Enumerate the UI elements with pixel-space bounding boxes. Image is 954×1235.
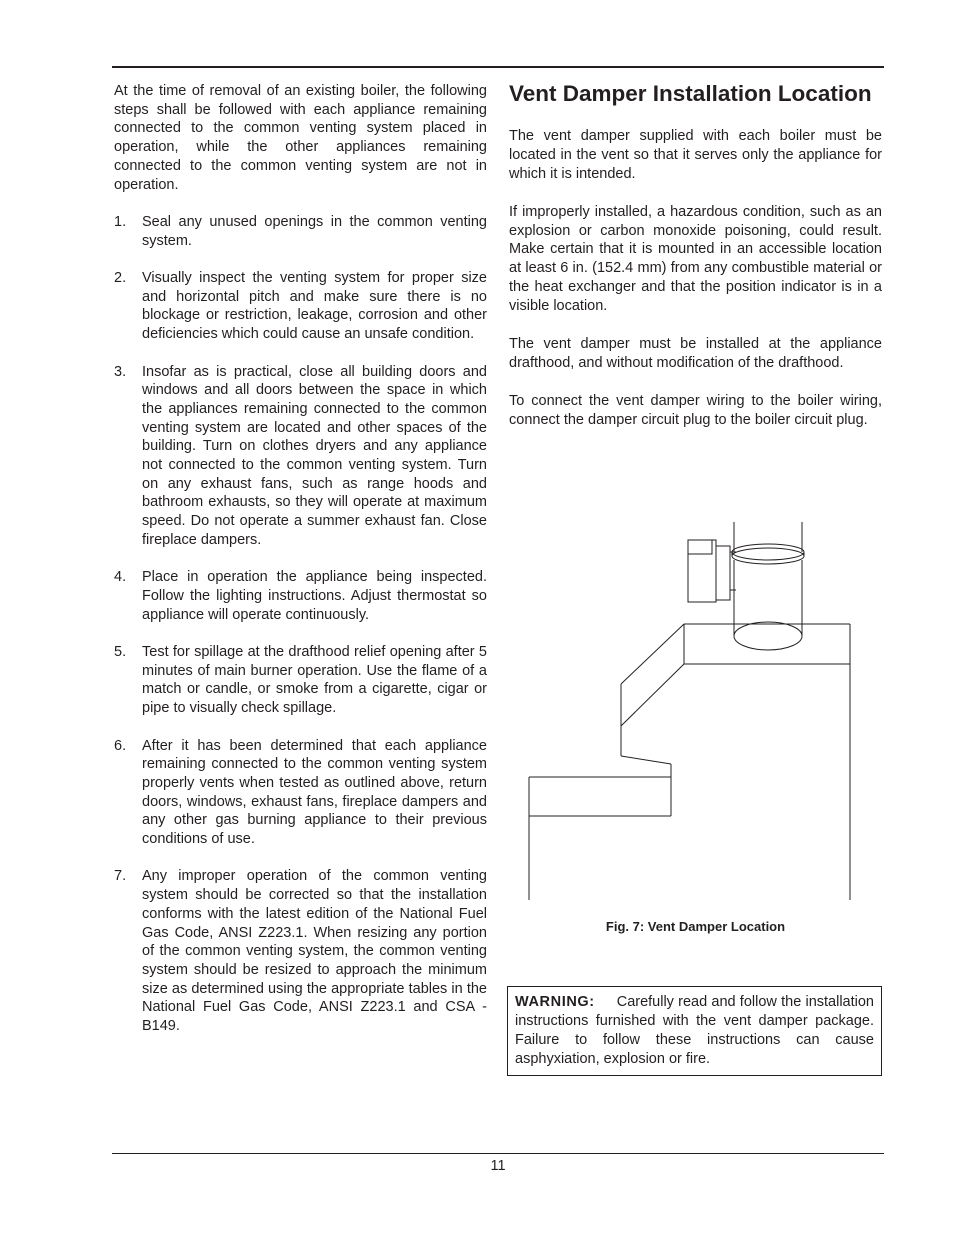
step-text: Seal any unused openings in the common venting system.	[142, 213, 487, 249]
warning-text: Carefully read and follow the installation instructions furnished with the vent damper package. Failure to follow these instructions can cause asphyxiation, explosion or fire.	[515, 994, 874, 1067]
list-item	[114, 269, 487, 344]
top-rule	[112, 66, 884, 68]
paragraph: The vent damper must be installed at the appliance drafthood, and without modification of the drafthood.	[509, 335, 882, 371]
step-text: Visually inspect the venting system for proper size and horizontal pitch and make sure there is no blockage or restriction, leakage, corrosion and other deficiencies which could cause an unsafe condition.	[142, 270, 487, 343]
list-item	[114, 867, 487, 1035]
step-text: Any improper operation of the common venting system should be corrected so that the installation conforms with the latest edition of the National Fuel Gas Code, ANSI Z223.1. When resizing any portion of the common venting system, the common venting system should be resized to approach the minimum size as determined using the appropriate tables in the National Fuel Gas Code, ANSI Z223.1 and CSA - B149.	[142, 868, 487, 1035]
damper-actuator-cap	[688, 540, 712, 554]
damper-actuator-side	[716, 546, 730, 600]
damper-collar-ellipse	[734, 622, 802, 650]
step-number: 6.	[114, 737, 127, 754]
step-number: 1.	[114, 213, 127, 230]
list-item	[114, 568, 487, 624]
figure-caption: Fig. 7: Vent Damper Location	[605, 919, 786, 934]
intro-paragraph: At the time of removal of an existing boiler, the following steps shall be followed with each appliance remaining connected to the common venting system placed in operation, while the other appliances remaining connected to the common venting system are not in operation.	[114, 83, 487, 193]
list-item	[114, 643, 487, 718]
damper-band-top	[732, 544, 804, 560]
step-number: 3.	[114, 363, 127, 380]
paragraph: The vent damper supplied with each boiler must be located in the vent so that it serves only the appliance for which it is intended.	[509, 128, 882, 182]
drafthood-slant-inner	[621, 664, 684, 726]
bottom-rule	[112, 1153, 884, 1154]
right-column	[509, 80, 882, 448]
step-text: Insofar as is practical, close all building doors and windows and all doors between the space in which the appliances remaining connected to the common venting system are located and other spaces of the building. Turn on clothes dryers and any appliance not connected to the common venting system. Turn on any exhaust fans, such as range hoods and bathroom exhausts, so they will operate at maximum speed. Do not operate a summer exhaust fan. Close fireplace dampers.	[142, 363, 487, 548]
list-item	[114, 213, 487, 250]
drafthood-bottom-slant	[621, 756, 671, 764]
list-item	[114, 363, 487, 550]
step-text: After it has been determined that each appliance remaining connected to the common venting system properly vents when tested as outlined above, return doors, windows, exhaust fans, fireplace dampers and any other gas burning appliance to their previous conditions of use.	[142, 737, 487, 848]
step-number: 4.	[114, 569, 127, 586]
step-number: 7.	[114, 868, 127, 885]
paragraph: If improperly installed, a hazardous condition, such as an explosion or carbon monoxide poisoning, could result. Make certain that it is mounted in an accessible location at least 6 in. (152.4 mm) from any combustible material or the heat exchanger and that the position indicator is in a visible location.	[509, 203, 882, 315]
list-item	[114, 737, 487, 849]
section-heading: Vent Damper Installation Location	[509, 81, 872, 106]
step-text: Place in operation the appliance being inspected. Follow the lighting instructions. Adjust thermostat so appliance will operate continuously.	[142, 569, 487, 623]
steps-list	[114, 213, 487, 1036]
step-number: 2.	[114, 270, 127, 286]
step-number: 5.	[114, 644, 127, 661]
warning-box	[507, 986, 882, 1076]
left-column	[114, 82, 487, 1054]
page-number: 11	[490, 1158, 506, 1174]
paragraph: To connect the vent damper wiring to the boiler wiring, connect the damper circuit plug to the boiler circuit plug.	[509, 392, 882, 428]
damper-band-bottom	[732, 548, 804, 564]
step-text: Test for spillage at the drafthood relief opening after 5 minutes of main burner operation. Use the flame of a match or candle, or smoke from a cigarette, cigar or pipe to visually check spillage.	[142, 644, 487, 717]
warning-label: WARNING:	[515, 994, 595, 1010]
drafthood-slant-outer	[621, 624, 684, 684]
vent-damper-diagram	[526, 518, 856, 904]
